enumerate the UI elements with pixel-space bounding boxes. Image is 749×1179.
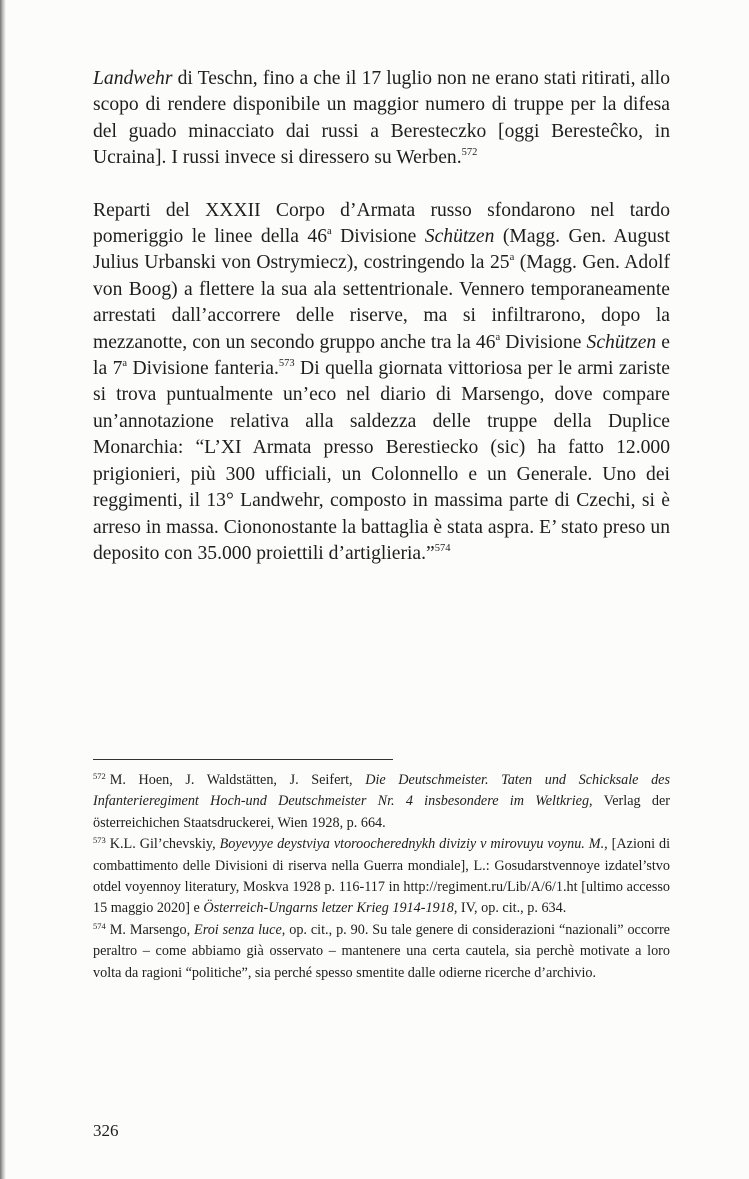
text-run: M. Hoen, J. Waldstätten, J. Seifert, (109, 772, 366, 788)
text-run: , op. cit., p. 90. Su tale genere di considerazioni “nazionali” occorre peraltro – come abbiamo già osservato – mantenere una certa cautela, sia perchè motivate a loro volta da ragioni “politiche”, sia perché spesso smentite dalle odierne ricerche d’archivio. (93, 921, 670, 981)
italic-run: Österreich-Ungarns letzer Krieg 1914-1918 (203, 900, 454, 917)
italic-run: Die Deutschmeister. Taten und Schicksale des Infanterieregiment Hoch-und Deutschmeister Nr. 4 insbesondere im Weltkrieg (93, 772, 670, 810)
text-run: , IV, op. cit., p. 634. (453, 900, 567, 917)
text-run: (Magg. Gen. Adolf von Boog) a flettere la sua ala settentrionale. Vennero temporaneamente arrestati dall’accorrere delle riserve, ma si infiltrarono, dopo la mezzanotte, con un secondo gruppo anche tra la 46 (93, 252, 670, 353)
text-run: di Teschn, fino a che il 17 luglio non ne erano stati ritirati, allo scopo di rendere disponibile un maggior numero di truppe per la difesa del guado minacciato dai russi a Beresteczko [oggi Beresteĉko, in Ucraina]. I russi invece si diressero su Werben. (93, 68, 670, 169)
text-run: (Magg. Gen. August Julius Urbanski von Ostrymiecz), costringendo la 25 (93, 226, 670, 274)
note-ref: 573 (278, 358, 295, 370)
paragraph-1 (93, 66, 670, 172)
note-ref: a (495, 331, 501, 343)
text-run: , [Azioni di combattimento delle Divisioni di riserva nella Guerra mondiale], L.: Gosudarstvennoye izdatel’stvo otdel voyennoy literatury, Moskva 1928 p. 116-117 in http://regiment.ru/Lib/A/6/1.ht [ultimo accesso 15 maggio 2020] e (93, 836, 671, 917)
footnote-573 (93, 834, 670, 920)
note-ref: a (509, 252, 515, 264)
note-ref: 572 (461, 147, 478, 159)
italic-run: Schützen (586, 331, 657, 353)
footnote-separator (93, 759, 393, 760)
text-run: , Verlag der österreichichen Staatsdruckerei, Wien 1928, p. 664. (93, 793, 670, 831)
text-run: K.L. Gil’chevskiy, (109, 836, 220, 853)
text-run: Divisione (500, 331, 587, 353)
footnote-572 (93, 770, 670, 834)
italic-run: Schützen (424, 226, 495, 248)
italic-run: Boyevyye deystviya vtoroocherednykh diviziy v mirovuyu voynu. M. (219, 836, 605, 853)
page-binding-edge (0, 0, 6, 1179)
footnotes (93, 770, 670, 984)
text-run: Divisione (331, 226, 425, 248)
note-ref: 574 (93, 920, 106, 931)
italic-run: Landwehr (93, 68, 173, 89)
note-ref: a (122, 358, 128, 370)
text-run: e la 7 (93, 331, 670, 380)
note-ref: 574 (434, 542, 451, 554)
note-ref: 572 (93, 771, 106, 781)
main-text (93, 66, 670, 567)
note-ref: 573 (93, 835, 106, 846)
text-run: Divisione fanteria. (127, 358, 279, 380)
text-run: M. Marsengo, (109, 921, 195, 938)
paragraph-2 (93, 198, 670, 568)
text-run: Di quella giornata vittoriosa per le armi zariste si trova puntualmente un’eco nel diario di Marsengo, dove compare un’annotazione relativa alla saldezza delle truppe della Duplice Monarchia: “L’XI Armata presso Berestiecko (sic) ha fatto 12.000 prigionieri, più 300 ufficiali, un Colonnello e un Generale. Uno dei reggimenti, il 13° Landwehr, composto in massima parte di Czechi, si è arreso in massa. Ciononostante la battaglia è stata aspra. E’ stato preso un deposito con 35.000 proiettili d’artiglieria.” (93, 358, 670, 564)
page-number: 326 (93, 1121, 119, 1140)
note-ref: a (327, 226, 332, 238)
text-run: Reparti del XXXII Corpo d’Armata russo sfondarono nel tardo pomeriggio le linee della 46 (93, 199, 670, 248)
footnote-574 (93, 920, 670, 984)
italic-run: Eroi senza luce (194, 921, 282, 938)
